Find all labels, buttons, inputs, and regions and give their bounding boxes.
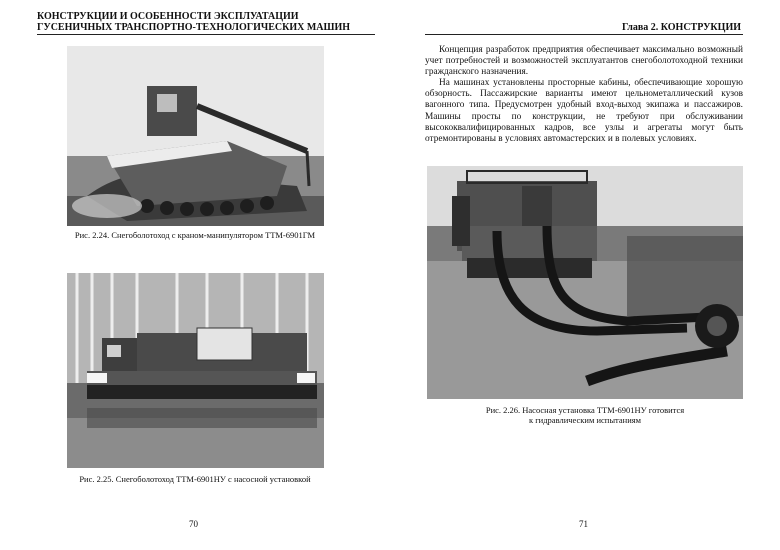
paragraph: На машинах установлены просторные кабины, обеспечивающие хорошую обзорность. Пассажирские варианты имеют цельнометаллический кузов вагонного типа. Предусмотрен удобный вход-выход экипажа и пассажиров. Машины просты по конструкции, не требуют при обслуживании высококвалифицированных кадров, все узлы и агрегаты могут быть отремонтированы в условиях автомастерских и в полевых условиях. bbox=[425, 78, 743, 144]
page-number-left: 70 bbox=[189, 519, 198, 529]
figure-2-24-caption: Рис. 2.24. Снегоболотоход с краном-манипулятором ТТМ-6901ГМ bbox=[74, 230, 316, 240]
running-header-right: Глава 2. КОНСТРУКЦИИ bbox=[622, 22, 741, 33]
figure-2-26-caption bbox=[440, 405, 730, 425]
header-rule-right bbox=[425, 34, 743, 35]
running-header-left-line2: ГУСЕНИЧНЫХ ТРАНСПОРТНО-ТЕХНОЛОГИЧЕСКИХ МАШИН bbox=[37, 22, 351, 33]
running-header-left bbox=[37, 11, 377, 33]
body-text bbox=[425, 45, 743, 145]
running-header-left-line1: КОНСТРУКЦИИ И ОСОБЕННОСТИ ЭКСПЛУАТАЦИИ bbox=[37, 11, 299, 22]
paragraph: Концепция разработок предприятия обеспечивает максимально возможный учет потребностей и возможностей эксплуатантов снегоболотоходной техники гражданского назначения. bbox=[425, 45, 743, 78]
photo-pump-unit-hoses bbox=[427, 166, 743, 399]
figure-2-25-caption: Рис. 2.25. Снегоболотоход ТТМ-6901НУ с насосной установкой bbox=[79, 474, 311, 484]
header-rule-left bbox=[37, 34, 375, 35]
figure-2-26-caption-line1: Рис. 2.26. Насосная установка ТТМ-6901НУ готовится bbox=[485, 405, 685, 415]
page-number-right: 71 bbox=[579, 519, 588, 529]
figure-2-26-caption-line2: к гидравлическим испытаниям bbox=[528, 415, 642, 425]
photo-crane-vehicle bbox=[67, 46, 324, 226]
photo-pump-vehicle-in-water bbox=[67, 273, 324, 468]
